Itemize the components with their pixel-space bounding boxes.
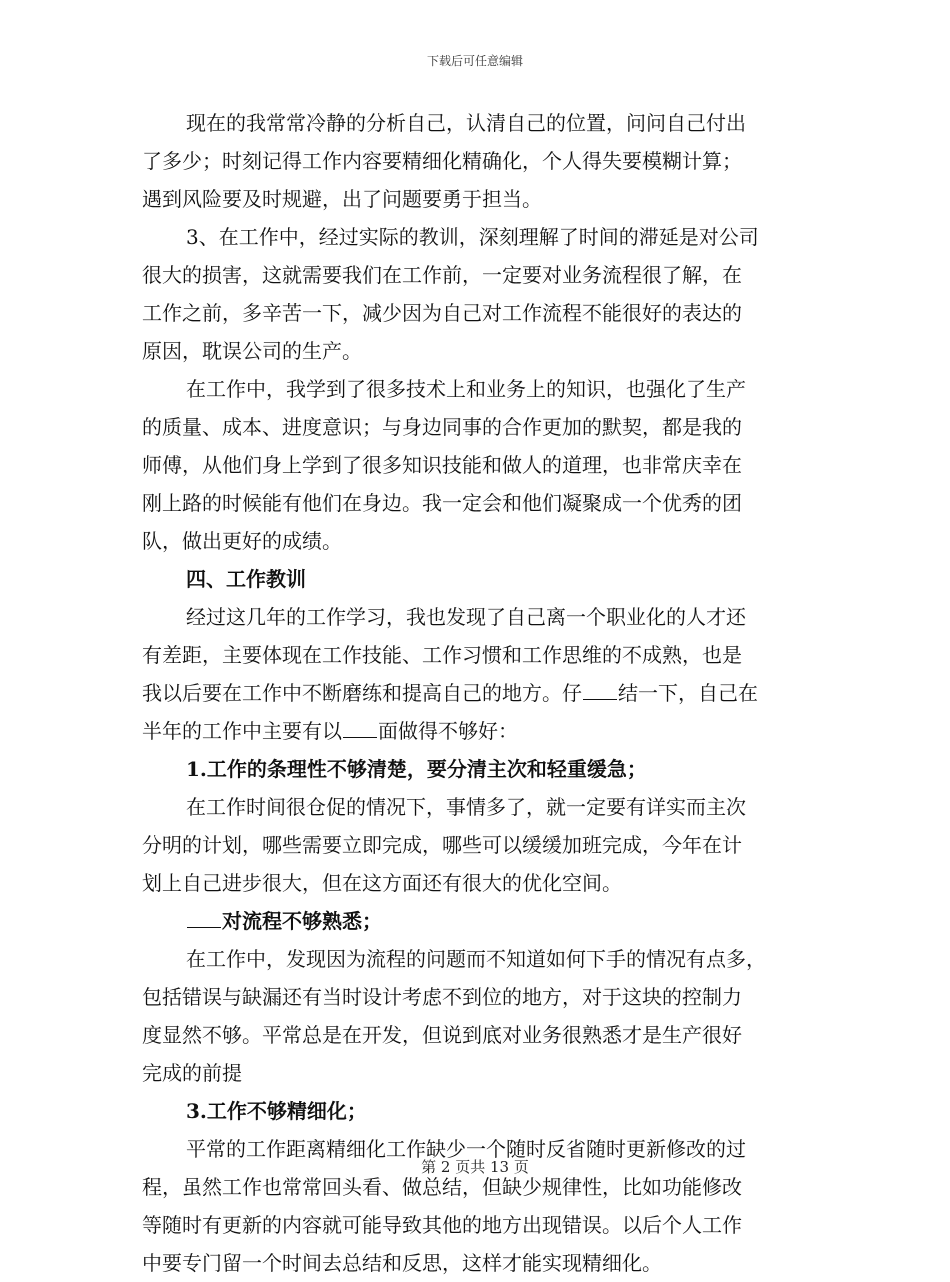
paragraph-line: 遇到风险要及时规避，出了问题要勇于担当。	[142, 187, 542, 211]
paragraph-line: 很大的损害，这就需要我们在工作前，一定要对业务流程很了解，在	[142, 263, 742, 287]
paragraph-line	[142, 712, 814, 750]
fill-in-blank	[187, 905, 221, 928]
paragraph-line: 现在的我常常冷静的分析自己，认清自己的位置，问问自己付出	[186, 111, 746, 135]
paragraph-line: 包括错误与缺漏还有当时设计考虑不到位的地方，对于这块的控制力	[142, 985, 742, 1009]
paragraph-line: 工作之前，多辛苦一下，减少因为自己对工作流程不能很好的表达的	[142, 301, 742, 325]
line-text-after-blank: 结一下，自己在	[618, 681, 758, 705]
paragraph-line: 的质量、成本、进度意识；与身边同事的合作更加的默契，都是我的	[142, 415, 742, 439]
paragraph-line: 原因，耽误公司的生产。	[142, 339, 362, 363]
paragraph-line: 划上自己进步很大，但在这方面还有很大的优化空间。	[142, 871, 622, 895]
page-footer: 第 2 页共 13 页	[421, 1158, 529, 1176]
paragraph-line: 度显然不够。平常总是在开发，但说到底对业务很熟悉才是生产很好	[142, 1023, 742, 1047]
paragraph-line: 等随时有更新的内容就可能导致其他的地方出现错误。以后个人工作	[142, 1213, 742, 1237]
section-heading-line: 3.工作不够精细化；	[186, 1099, 367, 1123]
paragraph-line: 了多少；时刻记得工作内容要精细化精确化，个人得失要模糊计算；	[142, 149, 742, 173]
document-body	[142, 104, 814, 1282]
line-text-after-blank: 对流程不够熟悉；	[222, 909, 382, 933]
paragraph-line: 中要专门留一个时间去总结和反思，这样才能实现精细化。	[142, 1251, 662, 1275]
paragraph-line	[142, 674, 814, 712]
paragraph-line: 完成的前提	[142, 1061, 242, 1085]
paragraph-line: 在工作时间很仓促的情况下，事情多了，就一定要有详实而主次	[186, 795, 746, 819]
fill-in-blank	[343, 715, 377, 738]
paragraph-line: 3、在工作中，经过实际的教训，深刻理解了时间的滞延是对公司	[186, 225, 759, 249]
paragraph-line: 平常的工作距离精细化工作缺少一个随时反省随时更新修改的过	[186, 1137, 746, 1161]
paragraph-line: 刚上路的时候能有他们在身边。我一定会和他们凝聚成一个优秀的团	[142, 491, 742, 515]
section-heading-line: 1.工作的条理性不够清楚，要分清主次和轻重缓急；	[186, 757, 647, 781]
paragraph-line: 队，做出更好的成绩。	[142, 529, 342, 553]
fill-in-blank	[583, 677, 617, 700]
line-text: 我以后要在工作中不断磨练和提高自己的地方。仔	[142, 681, 582, 705]
paragraph-line: 有差距，主要体现在工作技能、工作习惯和工作思维的不成熟，也是	[142, 643, 742, 667]
paragraph-line: 师傅，从他们身上学到了很多知识技能和做人的道理，也非常庆幸在	[142, 453, 742, 477]
line-text: 半年的工作中主要有以	[142, 719, 342, 743]
paragraph-line: 分明的计划，哪些需要立即完成，哪些可以缓缓加班完成，今年在计	[142, 833, 742, 857]
page-header: 下载后可任意编辑	[426, 54, 523, 68]
section-heading-line	[142, 902, 814, 940]
section-heading-line: 四、工作教训	[186, 567, 306, 591]
line-text-after-blank: 面做得不够好：	[378, 719, 518, 743]
paragraph-line: 在工作中，发现因为流程的问题而不知道如何下手的情况有点多，	[186, 947, 766, 971]
paragraph-line: 程，虽然工作也常常回头看、做总结，但缺少规律性，比如功能修改	[142, 1175, 742, 1199]
paragraph-line: 在工作中，我学到了很多技术上和业务上的知识，也强化了生产	[186, 377, 746, 401]
paragraph-line: 经过这几年的工作学习，我也发现了自己离一个职业化的人才还	[186, 605, 746, 629]
